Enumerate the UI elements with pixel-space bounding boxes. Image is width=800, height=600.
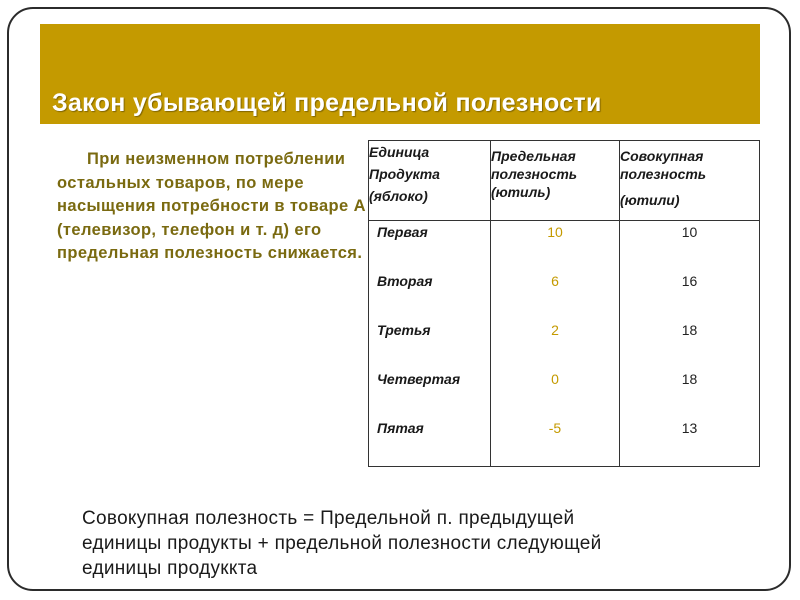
total-cell: 16 [681,273,698,289]
header-marginal [491,141,620,221]
marginal-cell: 10 [547,224,563,240]
header-total-line: полезность [620,166,707,182]
total-cell: 10 [681,224,698,240]
total-column [620,221,760,467]
header-marginal-line: Предельная [491,148,576,164]
marginal-cell: 6 [551,273,559,289]
total-cell: 18 [681,371,698,387]
footer-line: Совокупная полезность = Предельной п. предыдущей [82,508,575,529]
description-text: При неизменном потреблении остальных товаров, по мере насыщения потребности в товаре А (телевизор, телефон и т. д) его предельная полезность снижается. [57,150,366,262]
header-unit-line: Продукта [369,166,440,182]
total-cell: 18 [681,322,698,338]
unit-cell: Пятая [377,420,424,436]
utility-table [368,140,760,467]
table-body-row [369,221,760,467]
marginal-column [491,221,620,467]
footer-line: единицы продуккта [82,558,258,579]
header-marginal-line: полезность [491,166,578,182]
total-cell: 13 [681,420,698,436]
marginal-cell: 0 [551,371,559,387]
unit-cell: Вторая [377,273,433,289]
footer-formula [82,506,762,581]
unit-cell: Четвертая [377,371,461,387]
unit-cell: Первая [377,224,428,240]
header-marginal-line: (ютиль) [491,184,551,200]
unit-cell: Третья [377,322,431,338]
footer-line: единицы продукты + предельной полезности следующей [82,533,602,554]
header-total-line: (ютили) [620,192,680,208]
marginal-cell: 2 [551,322,559,338]
table-header-row [369,141,760,221]
slide-title: Закон убывающей предельной полезности [52,89,602,117]
header-unit-line: (яблоко) [369,188,428,204]
description-paragraph [57,148,367,266]
header-unit [369,141,491,221]
header-total [620,141,760,221]
marginal-cell: -5 [548,420,562,436]
title-bar [40,24,760,124]
header-unit-line: Единица [369,144,430,160]
unit-column [369,221,491,467]
header-total-line: Совокупная [620,148,704,164]
